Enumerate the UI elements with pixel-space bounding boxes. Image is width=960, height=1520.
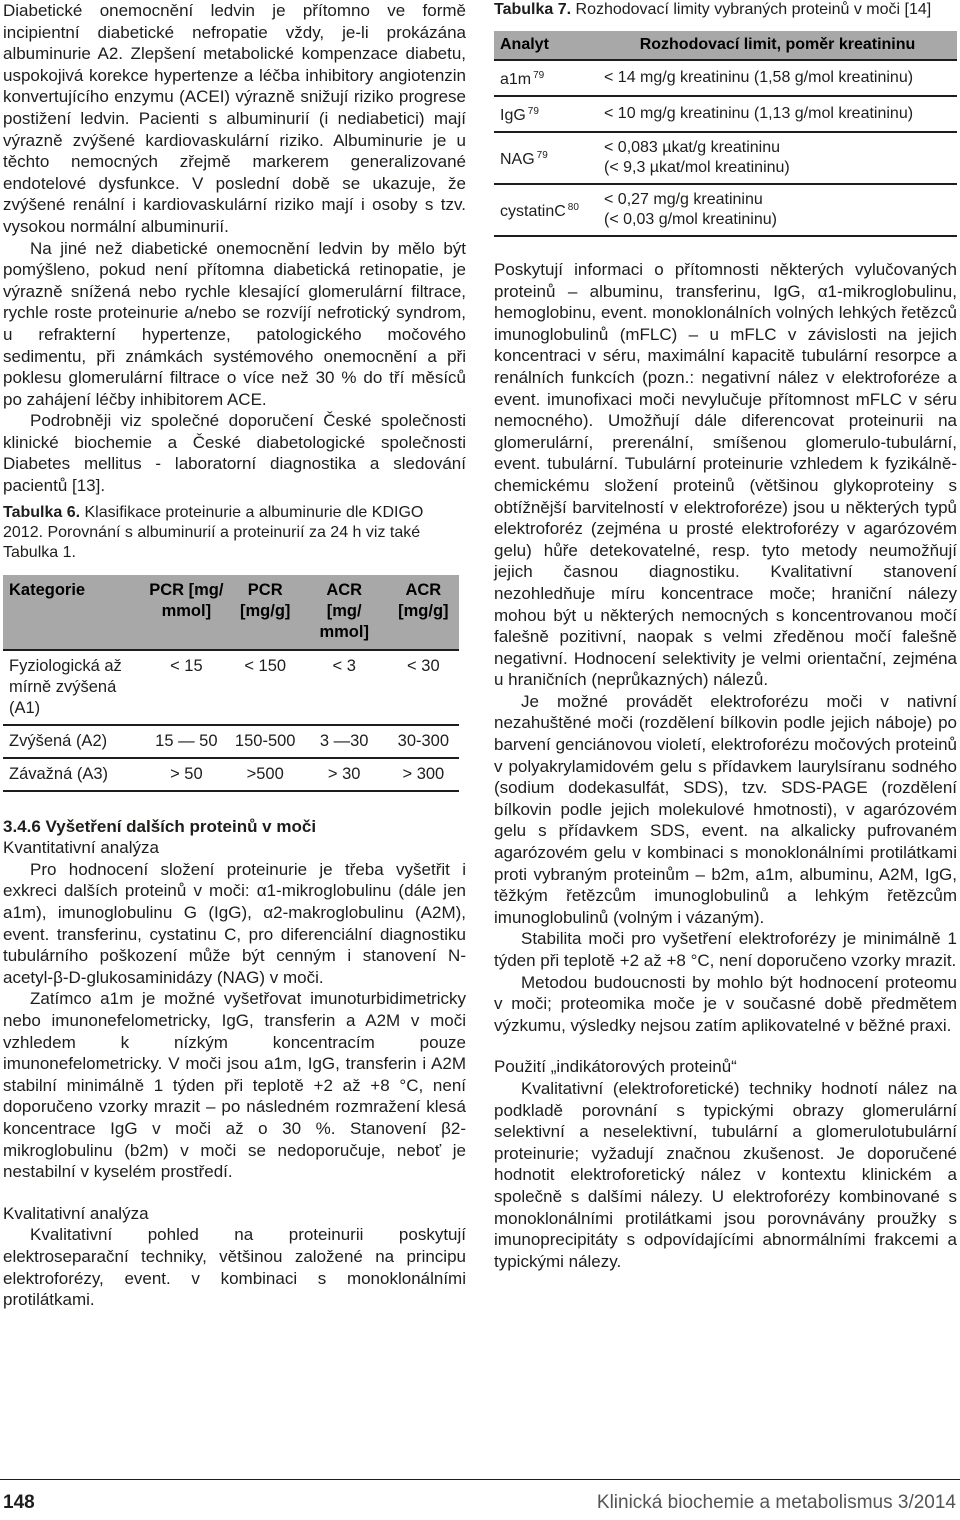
paragraph: Kvalitativní pohled na proteinurii poskytují elektroseparační techniky, většinou založené na principu elektroforézy, event. v kombinaci s monoklonálními protilátkami.: [3, 1225, 466, 1310]
table-cell: [494, 96, 598, 132]
reference-number: 79: [536, 150, 548, 161]
paragraph: Pro hodnocení složení proteinurie je třeba vyšetřit i exkreci dalších proteinů v moči: α1-mikroglobulinu (dále jen a1m), imunoglobulinu G (IgG), α2-makroglobulinu (A2M), event. transferinu, cystatinu C, pro diferenciální diagnostiku tubulárního poškození může být cenným i stanovení N-acetyl-β-D-glukosaminidázy (NAG) v moči.: [3, 859, 466, 987]
paragraph: Metodou budoucnosti by mohlo být hodnocení proteomu v moči; proteomika moče je v současné době předmětem výzkumu, výsledky nejsou zatím aplikovatelné v běžné praxi.: [494, 972, 957, 1035]
table-cell: < 3: [301, 650, 386, 725]
paragraph: Zatímco a1m je možné vyšetřovat imunoturbidimetricky nebo imunonefelometricky, IgG, transferin a A2M v moči vzhledem k nízkým koncentracím pouze imunonefelometricky. V moči jsou a1m, IgG, transferin i A2M stabilní minimálně 1 týden při teplotě +2 až +8 °C, není doporučeno vzorky mrazit – po následném rozmražení klesá koncentrace IgG v moči až o 30 %. Stanovení β2-mikroglobulinu (b2m) v moči se nedoporučuje, neboť je nestabilní v kyselém prostředí.: [3, 989, 466, 1182]
left-column: [3, 0, 466, 1311]
subsection-title: Kvantitativní analýza: [3, 838, 159, 858]
table-row: [3, 758, 459, 791]
table-header-cell: ACR [mg/g]: [386, 575, 459, 650]
table-header-cell: Rozhodovací limit, poměr kreatininu: [598, 31, 957, 60]
table-row: [494, 184, 957, 236]
subsection-title: Použití „indikátorových proteinů“: [494, 1057, 737, 1077]
table-cell: [598, 132, 957, 184]
table-cell: Zvýšená (A2): [3, 725, 143, 758]
subsection-title: Kvalitativní analýza: [3, 1203, 149, 1223]
table-cell: 150-500: [228, 725, 301, 758]
table7: [494, 31, 957, 237]
table7-caption-label: Tabulka 7.: [494, 1, 572, 18]
reference-number: 80: [567, 202, 579, 213]
table-row: [494, 132, 957, 184]
table-header-cell: Kategorie: [3, 575, 143, 650]
table-row: [494, 96, 957, 132]
journal-title: Klinická biochemie a metabolismus 3/2014: [596, 1492, 956, 1513]
table-row: [3, 650, 459, 725]
paragraph: Podrobněji viz společné doporučení České společnosti klinické biochemie a České diabetologické společnosti Diabetes mellitus - laboratorní diagnostika a sledování pacientů [13].: [3, 411, 466, 496]
table-header-cell: Analyt: [494, 31, 598, 60]
table-cell: 15 — 50: [143, 725, 228, 758]
table-cell: [598, 184, 957, 236]
table-cell: [494, 60, 598, 96]
table-row: [494, 60, 957, 96]
table6-caption-label: Tabulka 6.: [3, 503, 81, 521]
analyte-name: a1m: [500, 71, 532, 88]
reference-number: 79: [533, 70, 545, 81]
table-cell: 30-300: [386, 725, 459, 758]
table-cell: > 300: [386, 758, 459, 791]
paragraph: Na jiné než diabetické onemocnění ledvin by mělo být pomýšleno, pokud není přítomna diabetická retinopatie, je výrazně snížená nebo rychle klesající glomerulární filtrace, rychle roste proteinurie a/nebo se rozvíjí nefrotický syndrom, u refrakterní hypertenze, patologického močového sedimentu, při známkách systémového onemocnění a při poklesu glomerulární filtrace o více než 30 % do tří měsíců po zahájení léčby inhibitorem ACE.: [3, 238, 466, 409]
table-cell: > 50: [143, 758, 228, 791]
paragraph: Diabetické onemocnění ledvin je přítomno ve formě incipientní diabetické nefropatie vždy, je-li prokázána albuminurie A2. Zlepšení metabolické kompenzace diabetu, uspokojivá korekce hypertenze a léčba inhibitory angiotenzin konvertujícího enzymu (ACEI) výrazně snižují riziko progrese postižení ledvin. Pacienti s albuminurií (i nediabetici) mají výrazně zvýšené kardiovaskulární riziko. Albuminurie je u těchto nemocných zřejmě markerem generalizované endotelové dysfunkce. V poslední době se ukazuje, že zvýšené renální i kardiovaskulární riziko mají i osoby s tzv. vysokou normální albuminurií.: [3, 1, 466, 236]
limit-value: < 0,083 µkat/g kreatininu: [604, 139, 780, 156]
analyte-name: cystatinC: [500, 203, 566, 220]
table-header-row: [494, 31, 957, 60]
paragraph: Poskytují informaci o přítomnosti některých vylučovaných proteinů – albuminu, transferinu, IgG, α1-mikroglobulinu, hemoglobinu, event. monoklonálních volných lehkých řetězců imunoglobulinů (mFLC) – u mFLC v závislosti na jejich koncentraci v séru, maximální kapacitě tubulární resorpce a renálních funkcích (pozn.: negativní nález v elektroforéze a event. imunofixaci moči nevylučuje přítomnost mFLC v séru nemocného). Umožňují dále diferencovat proteinurii na glomerulární, prerenální, smíšenou glomerulo-tubulární, event. tubulární. Tubulární proteinurie vzhledem k fyzikálně-chemickému složení proteinů (většinou glykoproteiny s obtížnější barvitelností v elektroforéze) jsou u některých typů elektroforéz (zejména u prosté elektroforézy v agarózovém gelu) hůře detekovatelné, resp. tyto metody neumožňují jejich časnou diagnostiku. Kvalitativní stanovení nezohledňuje míru koncentrace moče; hraniční nálezy mohou být u některých nemocných s koncentrovanou močí falešně pozitivní, naopak s velmi zředěnou močí falešně negativní. Hodnocení selektivity je velmi orientační, zejména u hraničních (neprůkazných) nálezů.: [494, 260, 957, 690]
table7-caption-text: Rozhodovací limity vybraných proteinů v moči [14]: [571, 1, 932, 18]
table-header-cell: PCR [mg/g]: [228, 575, 301, 650]
page-number: 148: [3, 1492, 35, 1513]
table-cell: Fyziologická až mírně zvýšená (A1): [3, 650, 143, 725]
table-cell: > 30: [301, 758, 386, 791]
limit-value: < 14 mg/g kreatininu (1,58 g/mol kreatininu): [604, 69, 914, 86]
table-header-row: [3, 575, 459, 650]
table-cell: < 15: [143, 650, 228, 725]
table-cell: 3 —30: [301, 725, 386, 758]
table-row: [3, 725, 459, 758]
table6: [3, 575, 459, 792]
analyte-name: NAG: [500, 151, 535, 168]
paragraph: Je možné provádět elektroforézu moči v nativní nezahuštěné moči (rozdělení bílkovin podle jejich náboje) po barvení genciánovou violetí, elektroforézu močových proteinů v polyakrylamidovém gelu s přídavkem laurylsíranu sodného (sodium dodekasulfát, SDS), tzv. SDS-PAGE (rozdělení bílkovin podle jejich molekulové hmotnosti), v agarózovém gelu s přídavkem SDS, event. na alkalicky pufrovaném agarózovém gelu v kombinaci s monoklonálními protilátkami proti vybraným proteinům – b2m, a1m, albuminu, A2M, IgG, těžkým řetězcům imunoglobulinů a lehkým řetězcům imunoglobulinů (volným i vázaným).: [494, 691, 957, 927]
table-cell: < 30: [386, 650, 459, 725]
limit-value-alt: (< 9,3 µkat/mol kreatininu): [604, 159, 790, 176]
table-cell: [598, 96, 957, 132]
table-cell: Závažná (A3): [3, 758, 143, 791]
table7-caption: [494, 0, 957, 20]
table6-caption-text: Klasifikace proteinurie a albuminurie dle KDIGO 2012. Porovnání s albuminurií a proteinurií za 24 h viz také Tabulka 1.: [3, 503, 424, 561]
table-header-cell: ACR [mg/ mmol]: [301, 575, 386, 650]
limit-value-alt: (< 0,03 g/mol kreatininu): [604, 211, 777, 228]
section-title: 3.4.6 Vyšetření dalších proteinů v moči: [3, 816, 317, 836]
footer-divider: [0, 1479, 960, 1480]
table-cell: < 150: [228, 650, 301, 725]
table-cell: [494, 132, 598, 184]
table-cell: [494, 184, 598, 236]
analyte-name: IgG: [500, 107, 526, 124]
table-cell: >500: [228, 758, 301, 791]
paragraph: Kvalitativní (elektroforetické) techniky hodnotí nález na podkladě porovnání s typickými obrazy glomerulární selektivní a neselektivní, tubulární a glomerulotubulární proteinurie; vyžadují značnou zkušenost. Je doporučené hodnotit elektroforetický nález v kontextu klinickém a společně s dalšími nálezy. U elektroforézy kombinované s monoklonálními protilátkami jsou porovnávány proužky s imunoprecipitáty s odpovídajícími abnormálními frakcemi a typickými nálezy.: [494, 1078, 957, 1271]
reference-number: 79: [527, 106, 539, 117]
table-cell: [598, 60, 957, 96]
table-header-cell: PCR [mg/ mmol]: [143, 575, 228, 650]
paragraph: Stabilita moči pro vyšetření elektroforézy je minimálně 1 týden při teplotě +2 až +8 °C, není doporučeno vzorky mrazit.: [494, 929, 957, 970]
limit-value: < 0,27 mg/g kreatininu: [604, 191, 763, 208]
table6-caption: [3, 503, 466, 563]
limit-value: < 10 mg/g kreatininu (1,13 g/mol kreatininu): [604, 105, 914, 122]
right-column: [494, 0, 957, 1272]
